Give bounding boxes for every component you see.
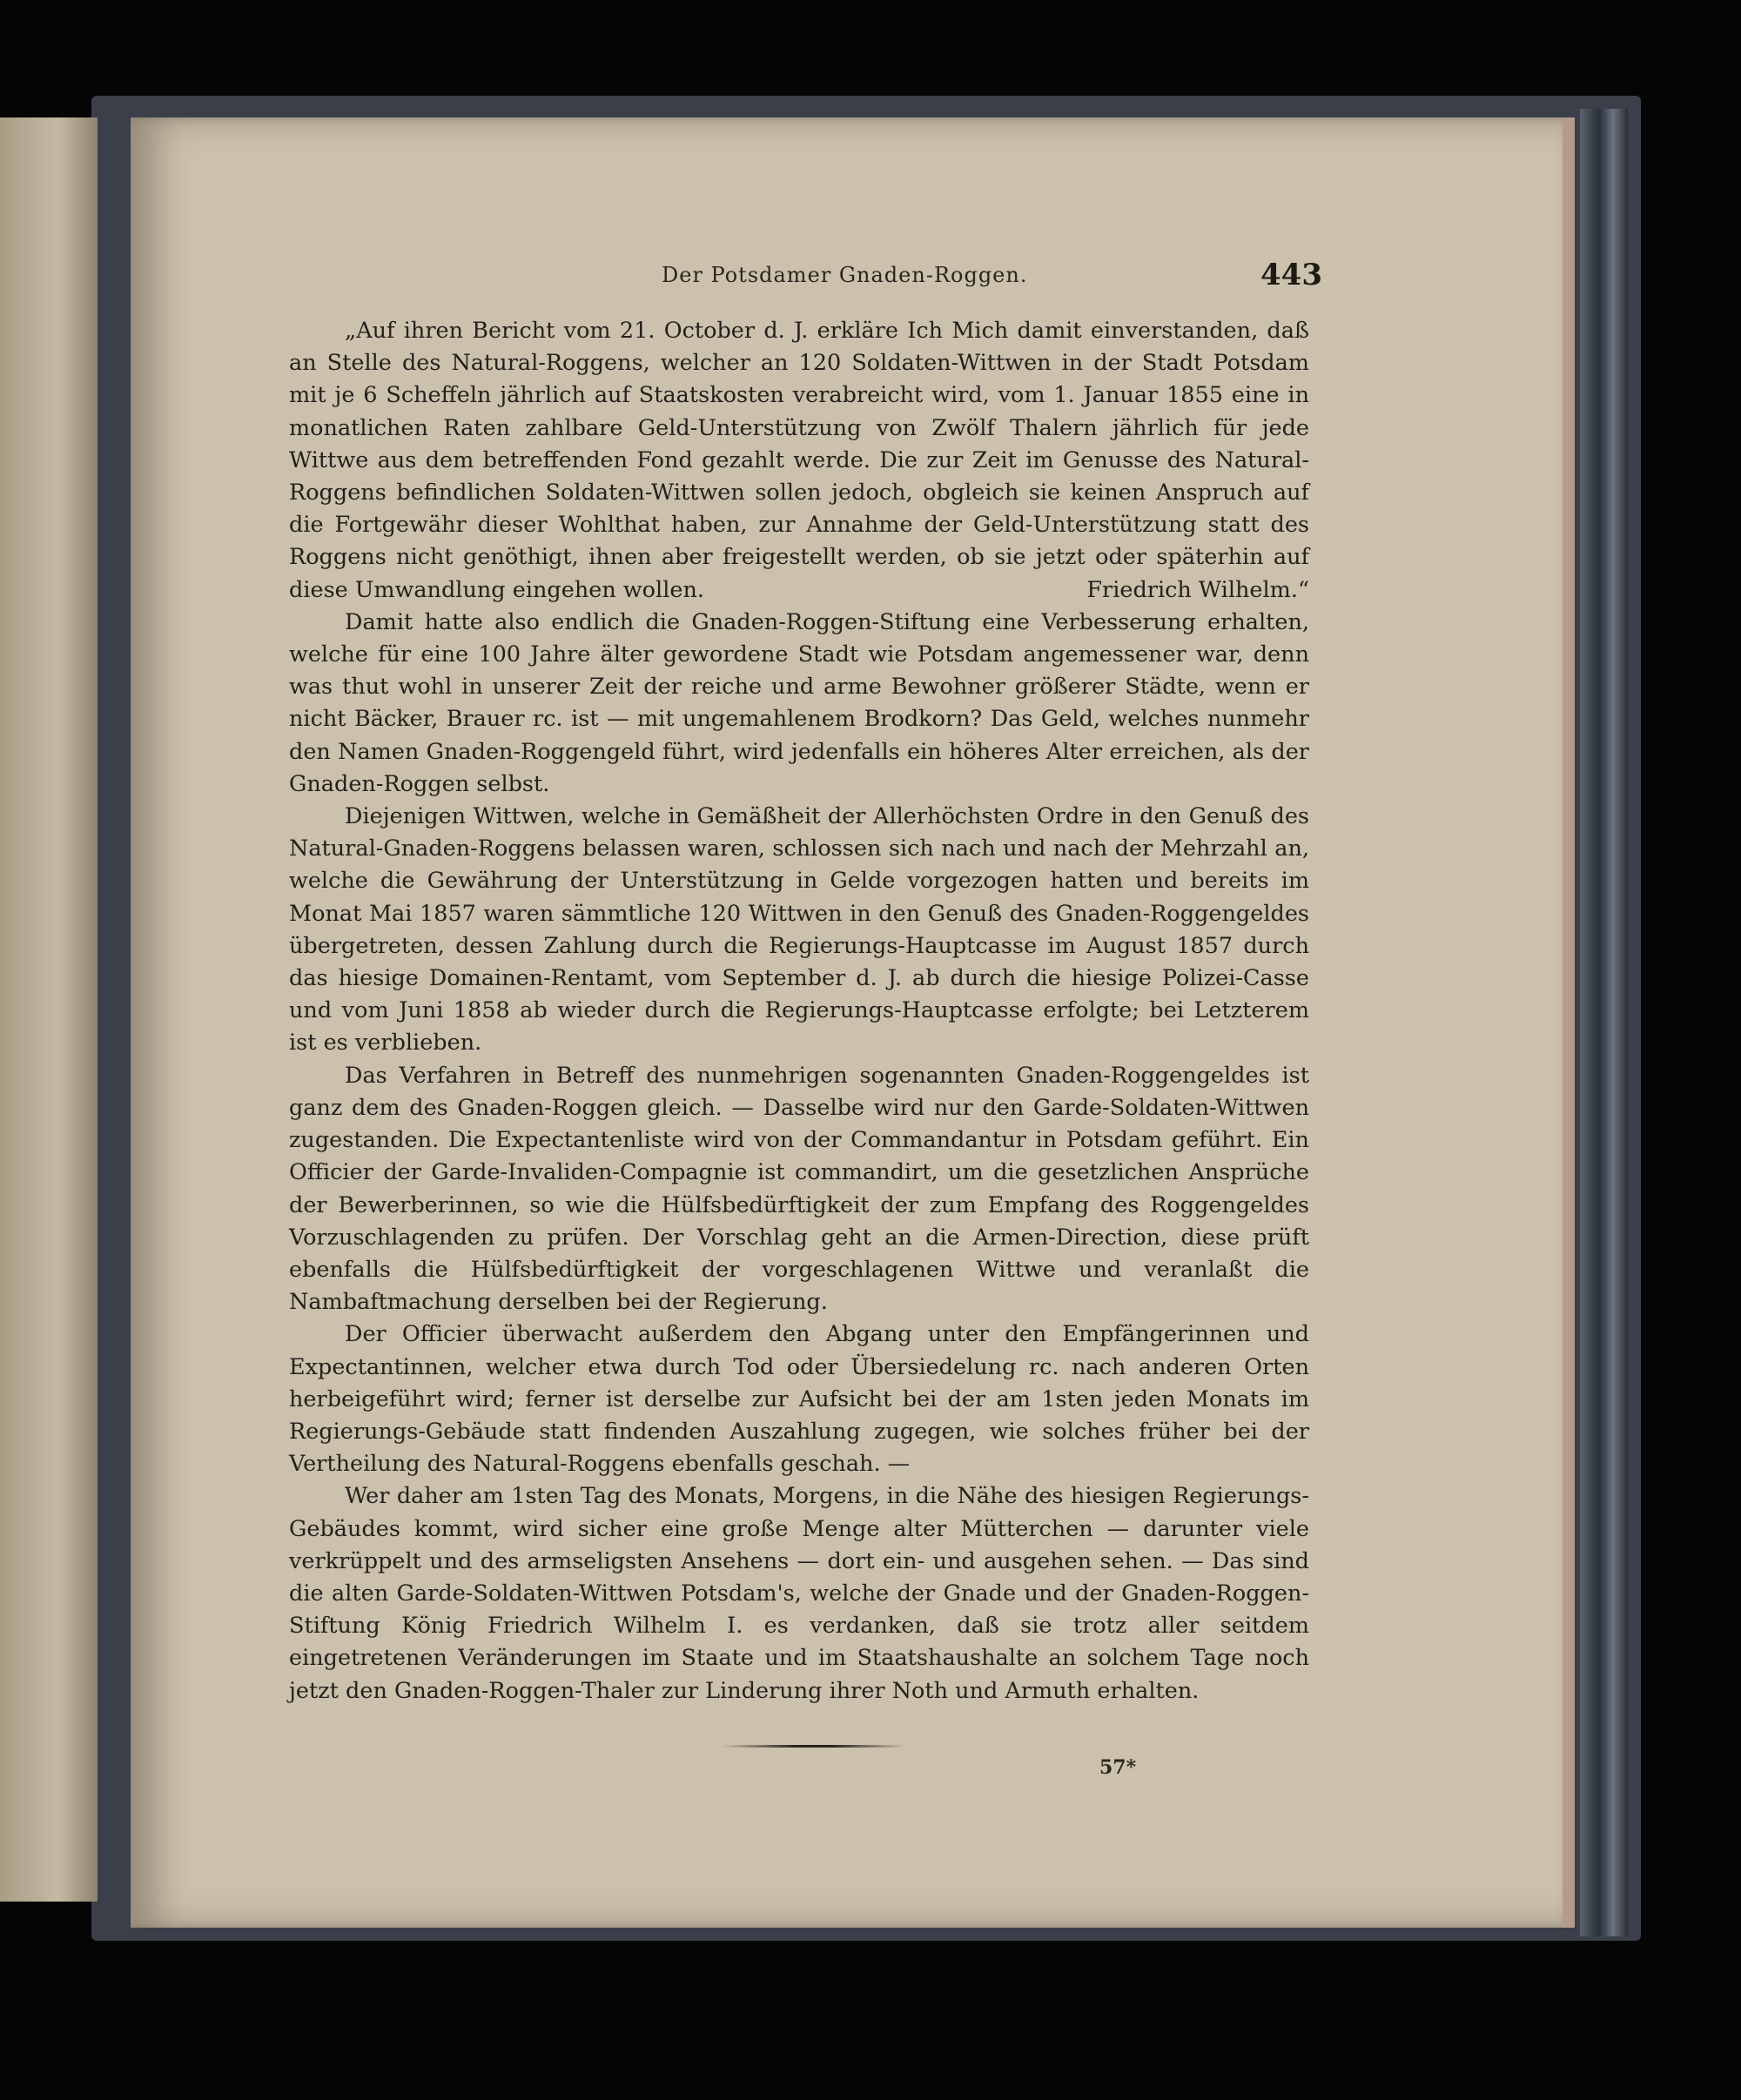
facing-page-edge bbox=[0, 117, 97, 1902]
page-number: 443 bbox=[1260, 258, 1322, 292]
book-spine-edge bbox=[1580, 109, 1628, 1936]
decree-signature: Friedrich Wilhelm.“ bbox=[1086, 576, 1309, 603]
paragraph: Diejenigen Wittwen, welche in Gemäßheit der Allerhöchsten Ordre in den Genuß des Natural-Gnaden-Roggens belassen waren, schlossen sich nach und nach der Mehrzahl an, welche die Gewährung der Unterstützung in Gelde vorgezogen hatten und bereits im Monat Mai 1857 waren sämmtliche 120 Wittwen in den Genuß des Gnaden-Roggengeldes übergetreten, dessen Zahlung durch die Regierungs-Hauptcasse im August 1857 durch das hiesige Domainen-Rentamt, vom September d. J. ab durch die hiesige Polizei-Casse und vom Juni 1858 ab wieder durch die Regierungs-Hauptcasse erfolgte; bei Letzterem ist es verblieben. bbox=[289, 803, 1309, 1057]
running-title: Der Potsdamer Gnaden-Roggen. bbox=[662, 263, 1028, 287]
paragraph-decree: „Auf ihren Bericht vom 21. October d. J. erkläre Ich Mich damit einverstanden, daß an Stelle des Natural-Roggens, welcher an 120 Soldaten-Wittwen in der Stadt Potsdam mit je 6 Scheffeln jährlich auf Staatskosten verabreicht wird, vom 1. Januar 1855 eine in monatlichen Raten zahlbare Geld-Unterstützung von Zwölf Thalern jährlich für jede Wittwe aus dem betreffenden Fond gezahlt werde. Die zur Zeit im Genusse des Natural-Roggens befindlichen Soldaten-Wittwen sollen jedoch, obgleich sie keinen Anspruch auf die Fortgewähr dieser Wohlthat haben, zur Annahme der Geld-Unterstützung statt des Roggens nicht genöthigt, ihnen aber freigestellt werden, ob sie jetzt oder späterhin auf diese Umwandlung eingehen wollen. bbox=[289, 318, 1309, 603]
closing-rule bbox=[723, 1745, 905, 1748]
sheet-signature-mark: 57* bbox=[1099, 1756, 1137, 1779]
paragraph: Wer daher am 1sten Tag des Monats, Morgens, in die Nähe des hiesigen Regierungs-Gebäudes kommt, wird sicher eine große Menge alter Mütterchen — darunter viele verkrüppelt und des armseligsten Ansehens — dort ein- und ausgehen sehen. — Das sind die alten Garde-Soldaten-Wittwen Potsdam's, welche der Gnade und der Gnaden-Roggen-Stiftung König Friedrich Wilhelm I. es verdanken, daß sie trotz aller seitdem eingetretenen Veränderungen im Staate und im Staatshaushalte an solchem Tage noch jetzt den Gnaden-Roggen-Thaler zur Linderung ihrer Noth und Armuth erhalten. bbox=[289, 1483, 1309, 1704]
paragraph: Damit hatte also endlich die Gnaden-Roggen-Stiftung eine Verbesserung erhalten, welche für eine 100 Jahre älter gewordene Stadt wie Potsdam angemessener war, denn was thut wohl in unserer Zeit der reiche und arme Bewohner größerer Städte, wenn er nicht Bäcker, Brauer rc. ist — mit ungemahlenem Brodkorn? Das Geld, welches nunmehr den Namen Gnaden-Roggengeld führt, wird jedenfalls ein höheres Alter erreichen, als der Gnaden-Roggen selbst. bbox=[289, 608, 1309, 797]
page-fore-edge bbox=[1563, 117, 1575, 1928]
paragraph: Das Verfahren in Betreff des nunmehrigen sogenannten Gnaden-Roggengeldes ist ganz dem des Gnaden-Roggen gleich. — Dasselbe wird nur den Garde-Soldaten-Wittwen zugestanden. Die Expectantenliste wird von der Commandantur in Potsdam geführt. Ein Officier der Garde-Invaliden-Compagnie ist commandirt, um die gesetzlichen Ansprüche der Bewerberinnen, so wie die Hülfsbedürftigkeit der zum Empfang des Roggengeldes Vorzuschlagenden zu prüfen. Der Vorschlag geht an die Armen-Direction, diese prüft ebenfalls die Hülfsbedürftigkeit der vorgeschlagenen Wittwe und veranlaßt die Nambaftmachung derselben bei der Regierung. bbox=[289, 1062, 1309, 1316]
body-text bbox=[289, 315, 1309, 1708]
paragraph: Der Officier überwacht außerdem den Abgang unter den Empfängerinnen und Expectantinnen, welcher etwa durch Tod oder Übersiedelung rc. nach anderen Orten herbeigeführt wird; ferner ist derselbe zur Aufsicht bei der am 1sten jeden Monats im Regierungs-Gebäude statt findenden Auszahlung zugegen, wie solches früher bei der Vertheilung des Natural-Roggens ebenfalls geschah. — bbox=[289, 1321, 1309, 1478]
